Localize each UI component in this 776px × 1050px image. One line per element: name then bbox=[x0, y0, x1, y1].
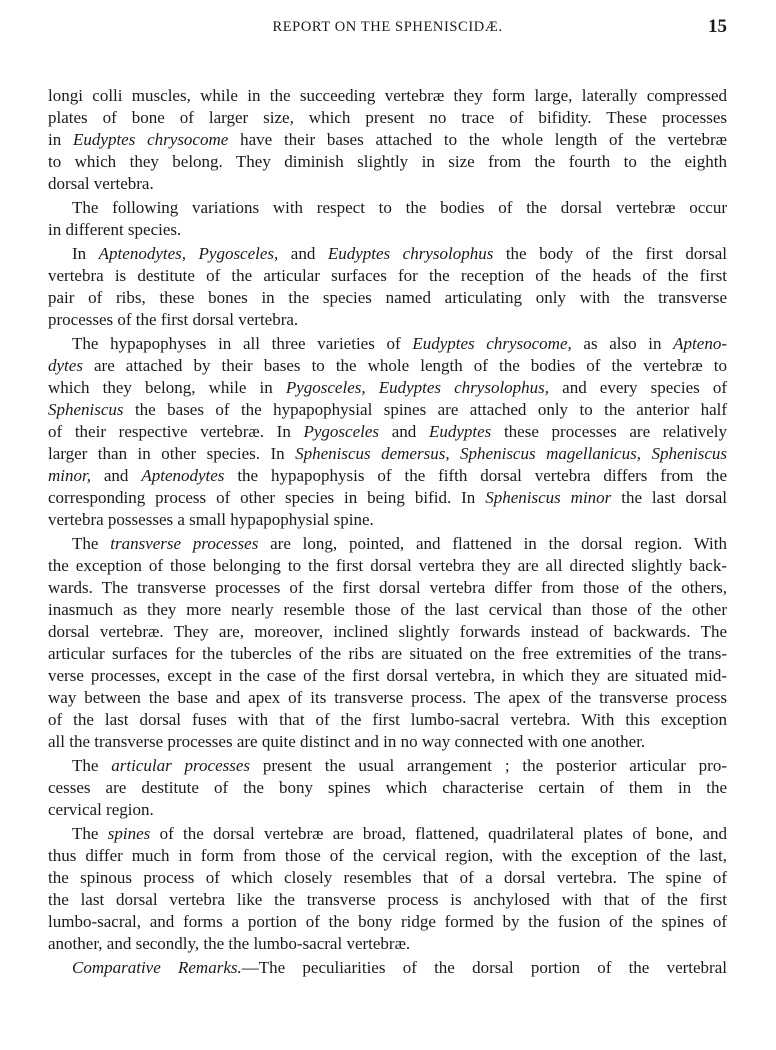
page-header bbox=[48, 17, 727, 39]
text: dorsal vertebræ. They are, moreover, inclined slightly forwards instead of backwards. The bbox=[48, 622, 727, 641]
paragraph bbox=[48, 243, 727, 331]
text-line bbox=[48, 555, 727, 577]
italic-text: spines bbox=[107, 824, 151, 843]
italic-text: dytes bbox=[48, 356, 83, 375]
text-line bbox=[48, 845, 727, 867]
text-line bbox=[48, 933, 727, 955]
text: are long, pointed, and flattened in the dorsal region. With bbox=[258, 534, 727, 553]
text: dorsal vertebra. bbox=[48, 174, 154, 193]
italic-text: transverse processes bbox=[110, 534, 259, 553]
text-line bbox=[48, 287, 727, 309]
page-body bbox=[48, 85, 727, 981]
text: verse processes, except in the case of the first dorsal vertebra, in which they are situated mid- bbox=[48, 666, 727, 685]
text: the hypapophysis of the fifth dorsal vertebra differs from the bbox=[224, 466, 727, 485]
text-line bbox=[48, 731, 727, 753]
text-line bbox=[48, 151, 727, 173]
text: to which they belong. They diminish slightly in size from the fourth to the eighth bbox=[48, 152, 727, 171]
text-line bbox=[48, 911, 727, 933]
text-line bbox=[48, 355, 727, 377]
text: in bbox=[48, 130, 74, 149]
text-line bbox=[48, 399, 727, 421]
text: these processes are relatively bbox=[491, 422, 727, 441]
text-line bbox=[48, 173, 727, 195]
italic-text: Eudyptes chrysolophus bbox=[327, 244, 494, 263]
text-line bbox=[48, 487, 727, 509]
text-line bbox=[48, 957, 727, 979]
text: as also in bbox=[571, 334, 674, 353]
text: the last dorsal vertebra like the transverse process is anchylosed with that of the first bbox=[48, 890, 727, 909]
text: and every species of bbox=[549, 378, 727, 397]
text-line bbox=[48, 533, 727, 555]
italic-text: Spheniscus minor bbox=[485, 488, 612, 507]
text: vertebra is destitute of the articular surfaces for the reception of the heads of the first bbox=[48, 266, 727, 285]
text-line bbox=[48, 309, 727, 331]
text-line bbox=[48, 333, 727, 355]
text: In bbox=[72, 244, 99, 263]
text-line bbox=[48, 599, 727, 621]
text: the exception of those belonging to the first dorsal vertebra they are all directed slightly back- bbox=[48, 556, 727, 575]
text-line bbox=[48, 243, 727, 265]
text: way between the base and apex of its transverse process. The apex of the transverse process bbox=[48, 688, 727, 707]
text: the spinous process of which closely resembles that of a dorsal vertebra. The spine of bbox=[48, 868, 727, 887]
text: the body of the first dorsal bbox=[493, 244, 727, 263]
text: vertebra possesses a small hypapophysial spine. bbox=[48, 510, 374, 529]
running-title: REPORT ON THE SPHENISCIDÆ. bbox=[272, 19, 503, 35]
italic-text: Aptenodytes bbox=[141, 466, 225, 485]
text-line bbox=[48, 443, 727, 465]
text: and bbox=[90, 466, 142, 485]
text: all the transverse processes are quite distinct and in no way connected with one another. bbox=[48, 732, 646, 751]
text-line bbox=[48, 665, 727, 687]
text: cervical region. bbox=[48, 800, 154, 819]
text: The bbox=[72, 824, 108, 843]
text: pair of ribs, these bones in the species named articulating only with the transverse bbox=[48, 288, 727, 307]
text: longi colli muscles, while in the succeeding vertebræ they form large, laterally compressed bbox=[48, 86, 727, 105]
text-line bbox=[48, 85, 727, 107]
italic-text: Eudyptes chrysocome bbox=[73, 130, 229, 149]
text: The bbox=[72, 534, 111, 553]
paragraph bbox=[48, 823, 727, 955]
italic-text: Spheniscus demersus, Spheniscus magellanicus, Spheniscus bbox=[295, 444, 727, 463]
text-line bbox=[48, 465, 727, 487]
text: The hypapophyses in all three varieties of bbox=[72, 334, 413, 353]
italic-text: minor, bbox=[48, 466, 91, 485]
text-line bbox=[48, 265, 727, 287]
text-line bbox=[48, 509, 727, 531]
paragraph bbox=[48, 755, 727, 821]
text-line bbox=[48, 197, 727, 219]
italic-text: Pygosceles, Eudyptes chrysolophus, bbox=[285, 378, 550, 397]
italic-text: Comparative Remarks. bbox=[72, 958, 242, 977]
page-number: 15 bbox=[708, 16, 727, 37]
italic-text: Aptenodytes, Pygosceles, bbox=[98, 244, 279, 263]
paragraph bbox=[48, 533, 727, 753]
paragraph bbox=[48, 333, 727, 531]
text-line bbox=[48, 421, 727, 443]
text: have their bases attached to the whole length of the vertebræ bbox=[228, 130, 727, 149]
text: lumbo-sacral, and forms a portion of the bony ridge formed by the fusion of the spines of bbox=[48, 912, 727, 931]
text-line bbox=[48, 889, 727, 911]
text-line bbox=[48, 755, 727, 777]
text: another, and secondly, the the lumbo-sacral vertebræ. bbox=[48, 934, 411, 953]
text: of the dorsal vertebræ are broad, flattened, quadrilateral plates of bone, and bbox=[150, 824, 727, 843]
italic-text: Apteno- bbox=[673, 334, 727, 353]
text: plates of bone of larger size, which present no trace of bifidity. These processes bbox=[48, 108, 727, 127]
text: The bbox=[72, 756, 112, 775]
text-line bbox=[48, 799, 727, 821]
text: —The peculiarities of the dorsal portion of the vertebral bbox=[241, 958, 727, 977]
paragraph bbox=[48, 197, 727, 241]
text: larger than in other species. In bbox=[48, 444, 296, 463]
text-line bbox=[48, 577, 727, 599]
paragraph bbox=[48, 957, 727, 979]
italic-text: Pygosceles bbox=[303, 422, 380, 441]
text: of their respective vertebræ. In bbox=[48, 422, 304, 441]
text: processes of the first dorsal vertebra. bbox=[48, 310, 299, 329]
text: The following variations with respect to the bodies of the dorsal vertebræ occur bbox=[72, 198, 727, 217]
text: inasmuch as they more nearly resemble those of the last cervical than those of the other bbox=[48, 600, 727, 619]
text: and bbox=[379, 422, 429, 441]
text-line bbox=[48, 823, 727, 845]
text-line bbox=[48, 643, 727, 665]
paragraph bbox=[48, 85, 727, 195]
text-line bbox=[48, 107, 727, 129]
text: of the last dorsal fuses with that of the first lumbo-sacral vertebra. With this exception bbox=[48, 710, 727, 729]
text-line bbox=[48, 777, 727, 799]
italic-text: Eudyptes chrysocome, bbox=[412, 334, 572, 353]
italic-text: Eudyptes bbox=[428, 422, 492, 441]
text: thus differ much in form from those of the cervical region, with the exception of the last, bbox=[48, 846, 727, 865]
text-line bbox=[48, 867, 727, 889]
text: the bases of the hypapophysial spines are attached only to the anterior half bbox=[123, 400, 727, 419]
text-line bbox=[48, 687, 727, 709]
text: are attached by their bases to the whole length of the bodies of the vertebræ to bbox=[82, 356, 727, 375]
text: the last dorsal bbox=[611, 488, 727, 507]
text: and bbox=[278, 244, 328, 263]
text: wards. The transverse processes of the first dorsal vertebra differ from those of the others, bbox=[48, 578, 727, 597]
text-line bbox=[48, 709, 727, 731]
text: in different species. bbox=[48, 220, 182, 239]
text: present the usual arrangement ; the posterior articular pro- bbox=[250, 756, 727, 775]
text-line bbox=[48, 129, 727, 151]
text-line bbox=[48, 621, 727, 643]
text-line bbox=[48, 377, 727, 399]
text: corresponding process of other species in being bifid. In bbox=[48, 488, 486, 507]
text: cesses are destitute of the bony spines which characterise certain of them in the bbox=[48, 778, 727, 797]
text: articular surfaces for the tubercles of the ribs are situated on the free extremities of the trans- bbox=[48, 644, 727, 663]
text: which they belong, while in bbox=[48, 378, 286, 397]
text-line bbox=[48, 219, 727, 241]
italic-text: Spheniscus bbox=[48, 400, 124, 419]
italic-text: articular processes bbox=[111, 756, 251, 775]
